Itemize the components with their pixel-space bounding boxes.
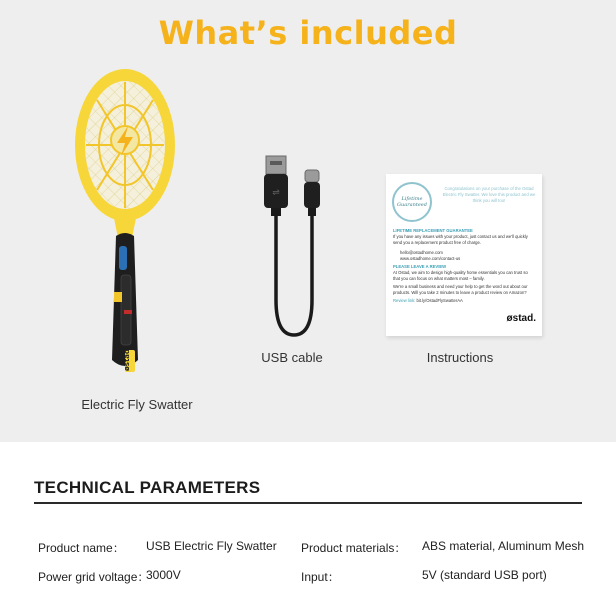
spec-value: 3000V	[146, 568, 181, 582]
page-title: What’s included	[158, 14, 458, 52]
small-business-text: We're a small business and need your help to get the word out about our products. Will you take 2 minutes to leave a product review on Amazon?	[393, 284, 528, 295]
spec-value: ABS material, Aluminum Mesh	[422, 539, 585, 553]
caption-usb-cable: USB cable	[261, 350, 323, 365]
technical-divider	[34, 502, 582, 504]
fly-swatter-image	[70, 60, 180, 390]
spec-value: 5V (standard USB port)	[422, 568, 547, 582]
contact-email: hello@ostadhome.com	[400, 250, 443, 255]
guarantee-heading: LIFETIME REPLACEMENT GUARANTEE	[393, 228, 473, 233]
guarantee-badge: Lifetime Guaranteed	[392, 182, 432, 222]
spec-value: USB Electric Fly Swatter	[146, 539, 277, 553]
card-logo: østad.	[506, 313, 536, 324]
card-intro-text: Congratulations on your purchase of the Ostad Electric Fly Swatter. We love this product and we think you will too!	[442, 186, 536, 203]
technical-title: TECHNICAL PARAMETERS	[34, 478, 261, 497]
usb-cable-image	[252, 150, 332, 345]
review-request-text: At Ostad, we aim to design high-quality home essentials you can trust so that you can focus on what matters most – family.	[393, 270, 528, 281]
swatter-brand-logo: østad	[123, 348, 131, 372]
guarantee-text: If you have any issues with your product, just contact us and we'll quickly send you a replacement product free of charge.	[393, 234, 528, 245]
review-link-row	[393, 298, 463, 303]
caption-fly-swatter: Electric Fly Swatter	[81, 397, 193, 412]
spec-label: Power grid voltage：	[38, 570, 150, 584]
contact-website: www.ostadhome.com/contact-us	[400, 256, 461, 261]
spec-label: Product materials：	[301, 541, 407, 555]
spec-label: Input：	[301, 570, 340, 584]
review-link-label: Review link:	[393, 298, 416, 303]
svg-text:⇌: ⇌	[272, 188, 280, 198]
review-link: bit.ly/OstadFlySwatterAA	[416, 298, 463, 303]
spec-label: Product name：	[38, 541, 125, 555]
review-heading: PLEASE LEAVE A REVIEW	[393, 264, 447, 269]
technical-section	[0, 442, 616, 616]
instruction-card	[386, 174, 542, 336]
caption-instructions: Instructions	[426, 350, 494, 365]
